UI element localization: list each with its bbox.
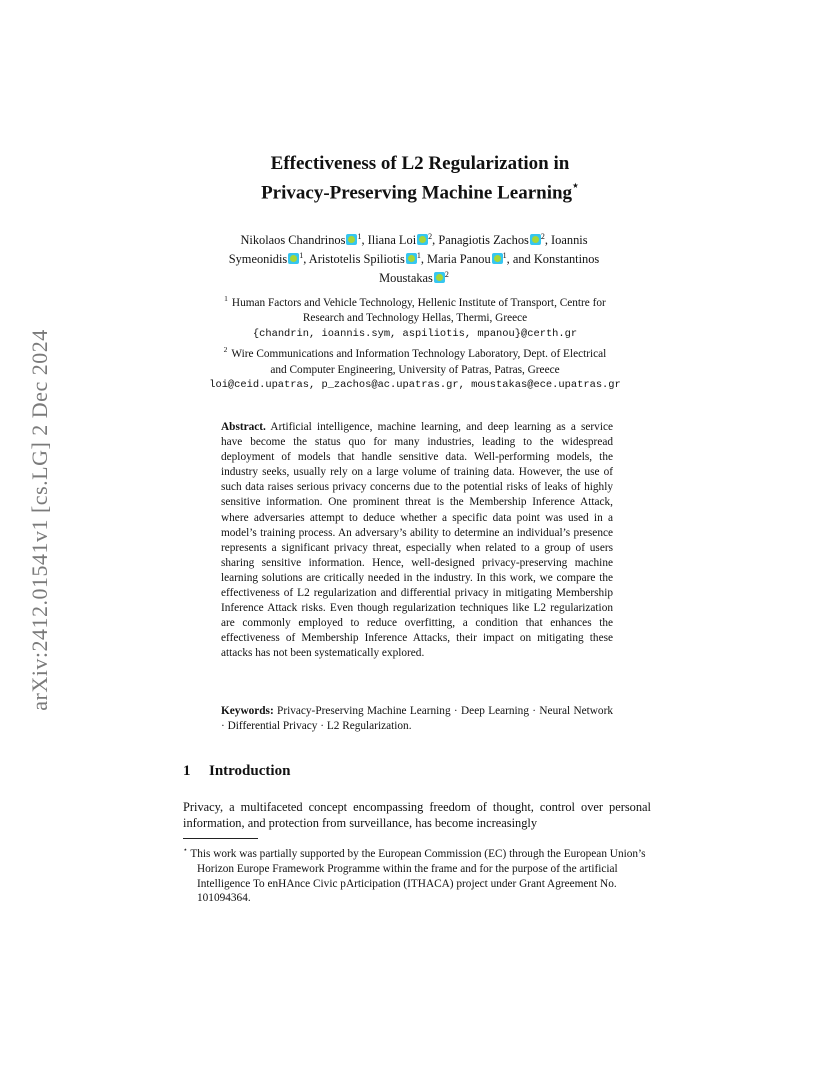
orcid-icon[interactable] bbox=[346, 234, 357, 245]
title-line-2: Privacy-Preserving Machine Learning⋆ bbox=[261, 180, 579, 204]
affiliations bbox=[180, 291, 650, 394]
title-footnote-mark[interactable]: ⋆ bbox=[572, 180, 579, 192]
author-name: Symeonidis bbox=[228, 252, 288, 267]
orcid-icon[interactable] bbox=[530, 234, 541, 245]
abstract-text: Artificial intelligence, machine learning, and deep learning as a service have become the status quo for many industries, leading to the widespread deployment of models that handle sensitive data. Well-performing models, the industry seeks, usually rely on a large volume of training data. However, the use of such data raises serious privacy concerns due to the potential risks of leaks of highly sensitive information. One prominent threat is the Membership Inference Attack, where adversaries attempt to deduce whether a specific data point was used in a model’s training process. An adversary’s ability to determine an individual’s presence represents a significant privacy threat, especially when related to a group of users sharing sensitive information. Hence, well-designed privacy-preserving machine learning solutions are critically needed in the industry. In this work, we compare the effectiveness of L2 regularization and differential privacy in mitigating Membership Inference Attack risks. Even though regularization techniques like L2 regularization are commonly employed to reduce overfitting, a condition that enhances the effectiveness of Membership Inference Attacks, their impact on mitigating these attacks has not been systematically explored. bbox=[221, 421, 613, 660]
orcid-icon[interactable] bbox=[492, 253, 503, 264]
author-name: , Iliana Loi bbox=[361, 233, 417, 248]
keywords bbox=[221, 704, 613, 734]
orcid-icon[interactable] bbox=[417, 234, 428, 245]
section-heading bbox=[183, 763, 290, 780]
abstract bbox=[221, 420, 613, 662]
paper-title bbox=[170, 151, 670, 205]
author-name: Nikolaos Chandrinos bbox=[240, 233, 346, 248]
author-list: Nikolaos Chandrinos $^1$, Iliana Loi $^2$, Panagiotis Zachos $^2$, Ioannis Symeonidis $^1$, Aristotelis Spiliotis $^1$, Maria Panou $^1$, and Konstantinos Moustakas $^2$ bbox=[228, 232, 600, 286]
keywords-label: Keywords: bbox=[221, 705, 274, 717]
title-line-1: Effectiveness of L2 Regularization in bbox=[270, 153, 570, 174]
author-name: Moustakas bbox=[379, 271, 433, 286]
author-name: , Maria Panou bbox=[420, 252, 491, 267]
abstract-label: Abstract. bbox=[221, 421, 266, 433]
orcid-icon[interactable] bbox=[288, 253, 299, 264]
affiliation-1-emails[interactable]: {chandrin, ioannis.sym, aspiliotis, mpanou}@certh.gr bbox=[252, 327, 578, 340]
section-title: Introduction bbox=[209, 763, 291, 779]
intro-paragraph: Privacy, a multifaceted concept encompassing freedom of thought, control over personal information, and protection from surveillance, has become increasingly bbox=[183, 800, 651, 831]
section-number: 1 bbox=[183, 763, 191, 779]
footnote-rule bbox=[183, 838, 258, 839]
author-name: , Ioannis bbox=[544, 233, 588, 248]
affiliation-2-cont: and Computer Engineering, University of Patras, Patras, Greece bbox=[270, 363, 560, 376]
affiliation-1: $^1$ Human Factors and Vehicle Technology, Hellenic Institute of Transport, Centre for bbox=[224, 294, 606, 309]
author-name: , Aristotelis Spiliotis bbox=[303, 252, 405, 267]
affiliation-2: $^2$ Wire Communications and Information Technology Laboratory, Dept. of Electrical bbox=[223, 345, 607, 361]
footnote bbox=[183, 843, 651, 906]
footnote-mark: ⋆ bbox=[183, 845, 188, 854]
affiliation-2-emails[interactable]: loi@ceid.upatras, p_zachos@ac.upatras.gr, moustakas@ece.upatras.gr bbox=[209, 379, 621, 392]
author-name: , and Konstantinos bbox=[506, 252, 600, 267]
author-name: , Panagiotis Zachos bbox=[432, 233, 529, 248]
affiliation-1-cont: Research and Technology Hellas, Thermi, Greece bbox=[302, 312, 528, 325]
arxiv-identifier: arXiv:2412.01541v1 [cs.LG] 2 Dec 2024 bbox=[27, 329, 52, 711]
footnote-text: This work was partially supported by the European Commission (EC) through the European Union’s Horizon Europe Framework Programme within the frame and for the purpose of the artificial Intelligence To enHAnce Civic pArticipation (ITHACA) project under Grant Agreement No. 101094364. bbox=[187, 847, 646, 905]
orcid-icon[interactable] bbox=[406, 253, 417, 264]
orcid-icon[interactable] bbox=[434, 272, 445, 283]
keywords-text: Privacy-Preserving Machine Learning · Deep Learning · Neural Network · Differential Privacy · L2 Regularization. bbox=[221, 705, 613, 733]
